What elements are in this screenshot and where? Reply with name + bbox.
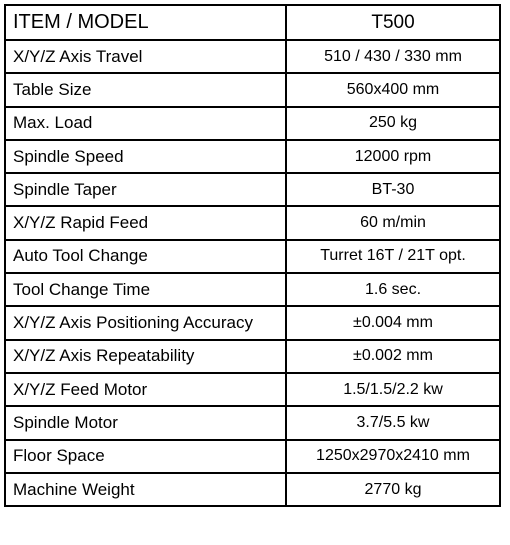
row-item-label: X/Y/Z Axis Travel — [5, 40, 286, 73]
header-item-label: ITEM / MODEL — [5, 5, 286, 40]
row-item-label: X/Y/Z Axis Repeatability — [5, 340, 286, 373]
row-value: 560x400 mm — [286, 73, 500, 106]
table-row — [5, 306, 500, 339]
row-item-label: Table Size — [5, 73, 286, 106]
row-value: 12000 rpm — [286, 140, 500, 173]
table-row — [5, 440, 500, 473]
row-value: 60 m/min — [286, 206, 500, 239]
row-item-label: Floor Space — [5, 440, 286, 473]
row-value: ±0.004 mm — [286, 306, 500, 339]
row-value: 1.5/1.5/2.2 kw — [286, 373, 500, 406]
row-item-label: Machine Weight — [5, 473, 286, 506]
table-row — [5, 273, 500, 306]
table-row — [5, 173, 500, 206]
table-row — [5, 73, 500, 106]
row-value: 1.6 sec. — [286, 273, 500, 306]
table-row — [5, 140, 500, 173]
row-item-label: Max. Load — [5, 107, 286, 140]
row-item-label: Spindle Taper — [5, 173, 286, 206]
table-row — [5, 107, 500, 140]
row-value: 1250x2970x2410 mm — [286, 440, 500, 473]
row-value: 3.7/5.5 kw — [286, 406, 500, 439]
row-item-label: X/Y/Z Rapid Feed — [5, 206, 286, 239]
row-value: 250 kg — [286, 107, 500, 140]
table-row — [5, 40, 500, 73]
row-item-label: Auto Tool Change — [5, 240, 286, 273]
spec-table — [4, 4, 501, 507]
table-row — [5, 206, 500, 239]
table-row — [5, 473, 500, 506]
row-item-label: Spindle Speed — [5, 140, 286, 173]
table-row — [5, 240, 500, 273]
row-item-label: X/Y/Z Axis Positioning Accuracy — [5, 306, 286, 339]
header-model-label: T500 — [286, 5, 500, 40]
row-item-label: X/Y/Z Feed Motor — [5, 373, 286, 406]
table-header-row — [5, 5, 500, 40]
table-row — [5, 406, 500, 439]
row-value: BT-30 — [286, 173, 500, 206]
row-value: Turret 16T / 21T opt. — [286, 240, 500, 273]
row-item-label: Tool Change Time — [5, 273, 286, 306]
row-value: 2770 kg — [286, 473, 500, 506]
row-item-label: Spindle Motor — [5, 406, 286, 439]
row-value: ±0.002 mm — [286, 340, 500, 373]
table-row — [5, 373, 500, 406]
table-row — [5, 340, 500, 373]
row-value: 510 / 430 / 330 mm — [286, 40, 500, 73]
